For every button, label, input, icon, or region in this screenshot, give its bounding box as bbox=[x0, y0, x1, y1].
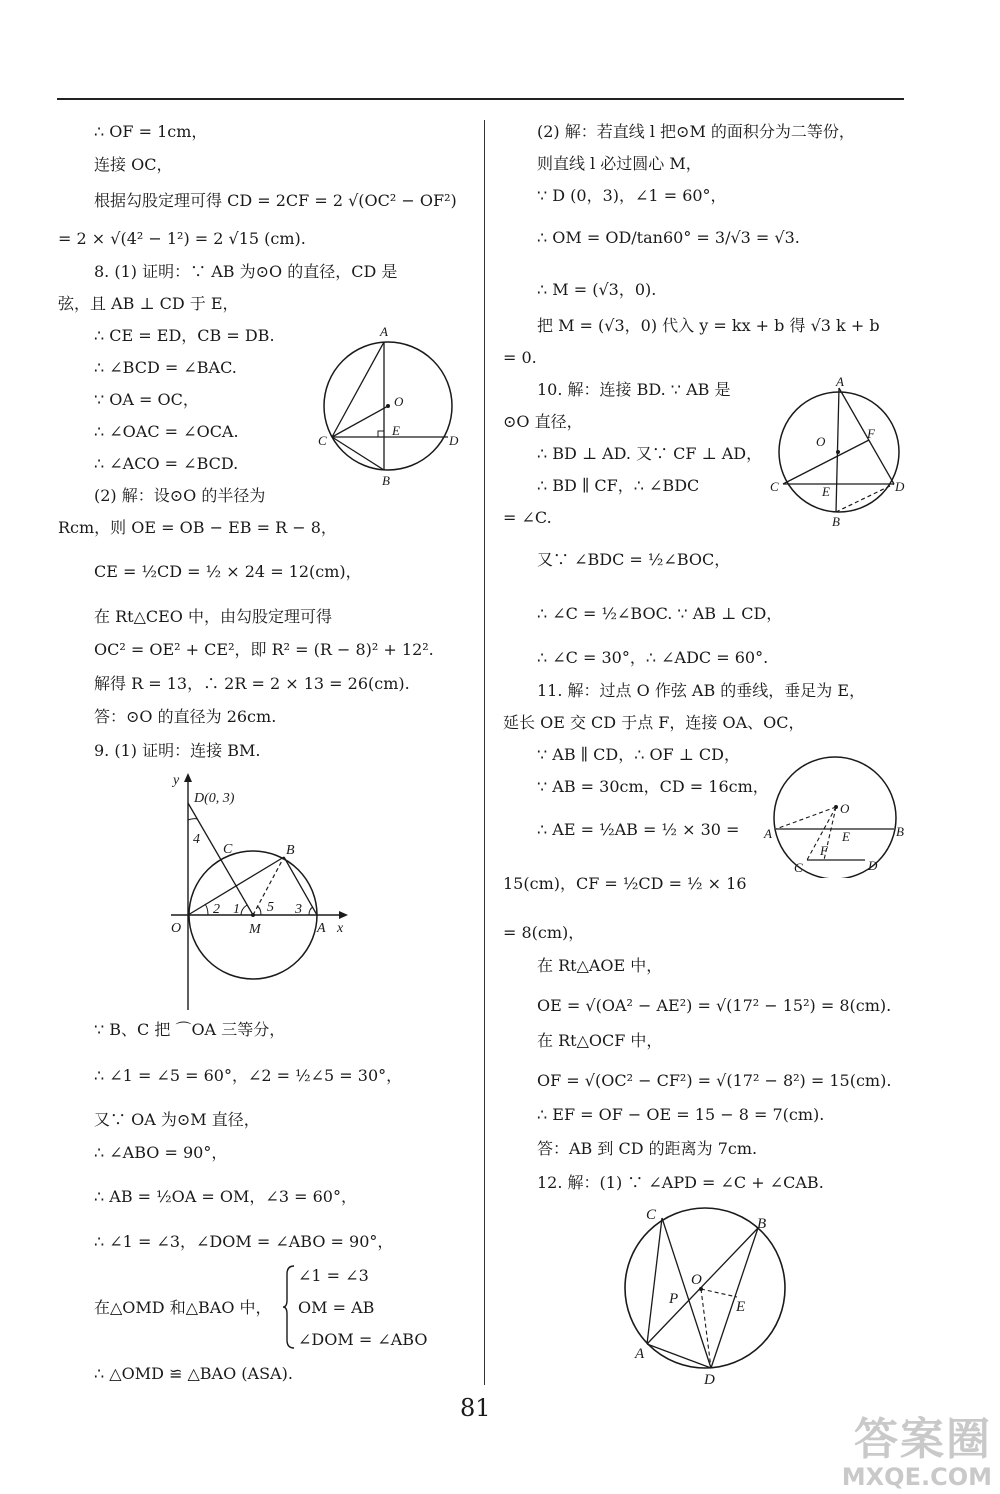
label-o: O bbox=[691, 1272, 702, 1288]
answer-line: = 2 × √(4² − 1²) = 2 √15 (cm). bbox=[58, 229, 306, 248]
answer-line: OC² = OE² + CE²，即 R² = (R − 8)² + 12². bbox=[94, 640, 434, 659]
answer-line: 延长 OE 交 CD 于点 F，连接 OA、OC， bbox=[503, 713, 805, 732]
figure-problem-10 bbox=[766, 374, 916, 530]
watermark bbox=[842, 1416, 992, 1490]
answer-line: 连接 OC， bbox=[94, 155, 173, 174]
label-angle-4: 4 bbox=[193, 832, 200, 847]
answer-line: ∵ AB ∥ CD，∴ OF ⊥ CD， bbox=[537, 745, 740, 764]
answer-line: 根据勾股定理可得 CD = 2CF = 2 √(OC² − OF²) bbox=[94, 191, 457, 210]
answer-line: = 0. bbox=[503, 348, 537, 367]
system-brace bbox=[282, 1264, 296, 1350]
answer-line: ∴ ∠1 = ∠5 = 60°，∠2 = ½∠5 = 30°， bbox=[94, 1066, 403, 1085]
system-line: ∠DOM = ∠ABO bbox=[298, 1330, 428, 1349]
label-angle-3: 3 bbox=[295, 902, 302, 917]
answer-line: ∵ D (0，3)，∠1 = 60°， bbox=[537, 186, 727, 205]
label-o: O bbox=[816, 434, 826, 449]
answer-line: ∴ ∠C = ½∠BOC. ∵ AB ⊥ CD， bbox=[537, 604, 783, 623]
answer-line: 则直线 l 必过圆心 M， bbox=[537, 154, 702, 173]
label-f: F bbox=[867, 426, 875, 441]
answer-line: 又∵ ∠BDC = ½∠BOC， bbox=[537, 550, 731, 569]
answer-line: = ∠C. bbox=[503, 508, 552, 527]
answer-line: ∵ OA = OC， bbox=[94, 390, 199, 409]
figure-problem-9 bbox=[163, 770, 353, 1015]
answer-line: 11. 解：过点 O 作弦 AB 的垂线，垂足为 E， bbox=[537, 681, 866, 700]
answer-line: ∴ OM = OD/tan60° = 3/√3 = √3. bbox=[537, 228, 800, 247]
label-d: D bbox=[449, 433, 459, 448]
label-a: A bbox=[380, 324, 388, 339]
label-x: x bbox=[337, 921, 344, 936]
system-line: ∠1 = ∠3 bbox=[298, 1266, 369, 1285]
label-a: A bbox=[317, 921, 326, 936]
answer-line: ∴ EF = OF − OE = 15 − 8 = 7(cm). bbox=[537, 1105, 825, 1124]
answer-line: ∵ B、C 把 ⌒OA 三等分， bbox=[94, 1020, 286, 1039]
watermark-logo-text: 答案圈 bbox=[854, 1414, 992, 1465]
watermark-url: MXQE.COM bbox=[841, 1463, 992, 1491]
answer-line: ∴ AE = ½AB = ½ × 30 = bbox=[537, 820, 740, 839]
answer-line: ∵ AB = 30cm，CD = 16cm， bbox=[537, 777, 769, 796]
answer-line: 在 Rt△AOE 中， bbox=[537, 956, 663, 975]
label-e: E bbox=[822, 484, 830, 499]
label-c: C bbox=[794, 860, 803, 875]
label-d: D bbox=[704, 1372, 715, 1388]
label-e: E bbox=[392, 423, 400, 438]
label-y: y bbox=[173, 773, 180, 788]
answer-line: 弦，且 AB ⊥ CD 于 E， bbox=[58, 294, 239, 313]
label-b: B bbox=[757, 1216, 767, 1232]
answer-line: 在△OMD 和△BAO 中， bbox=[94, 1298, 272, 1317]
system-line: OM = AB bbox=[298, 1298, 375, 1317]
answer-line: = 8(cm)， bbox=[503, 923, 585, 942]
label-f: F bbox=[820, 843, 828, 858]
label-o: O bbox=[840, 801, 850, 816]
answer-line: OE = √(OA² − AE²) = √(17² − 15²) = 8(cm). bbox=[537, 996, 892, 1015]
page-number: 81 bbox=[460, 1394, 491, 1422]
answer-line: ∴ ∠ABO = 90°， bbox=[94, 1143, 228, 1162]
answer-line: 15(cm)，CF = ½CD = ½ × 16 bbox=[503, 874, 747, 893]
answer-line: (2) 解：若直线 l 把⊙M 的面积分为二等份， bbox=[537, 122, 855, 141]
answer-line: ∴ CE = ED，CB = DB. bbox=[94, 326, 275, 345]
answer-line: ∴ ∠ACO = ∠BCD. bbox=[94, 454, 239, 473]
label-angle-1: 1 bbox=[233, 902, 240, 917]
label-c: C bbox=[318, 433, 327, 448]
label-angle-5: 5 bbox=[267, 900, 274, 915]
answer-line: ∴ OF = 1cm， bbox=[94, 122, 208, 141]
label-a: A bbox=[764, 826, 772, 841]
label-a: A bbox=[836, 374, 844, 389]
label-c: C bbox=[770, 479, 779, 494]
answer-line: ∴ M = (√3，0). bbox=[537, 280, 657, 299]
label-d: D(0, 3) bbox=[194, 791, 235, 806]
answer-line: ∴ ∠C = 30°，∴ ∠ADC = 60°. bbox=[537, 648, 769, 667]
label-b: B bbox=[832, 514, 840, 529]
label-b: B bbox=[382, 473, 390, 488]
answer-line: 在 Rt△OCF 中， bbox=[537, 1031, 663, 1050]
answer-line: ∴ AB = ½OA = OM，∠3 = 60°， bbox=[94, 1187, 357, 1206]
answer-line: 10. 解：连接 BD. ∵ AB 是 bbox=[537, 380, 731, 399]
label-angle-2: 2 bbox=[213, 902, 220, 917]
label-b: B bbox=[286, 843, 295, 858]
answer-line: ∴ ∠OAC = ∠OCA. bbox=[94, 422, 239, 441]
label-o: O bbox=[171, 921, 182, 936]
figure-problem-8 bbox=[312, 322, 470, 488]
header-rule bbox=[57, 98, 904, 100]
label-o: O bbox=[394, 394, 404, 409]
label-m: M bbox=[249, 922, 261, 937]
answer-line: CE = ½CD = ½ × 24 = 12(cm)， bbox=[94, 562, 362, 581]
label-d: D bbox=[868, 858, 878, 873]
label-a: A bbox=[635, 1346, 645, 1362]
answer-line: 8. (1) 证明：∵ AB 为⊙O 的直径，CD 是 bbox=[94, 262, 398, 281]
answer-line: Rcm，则 OE = OB − EB = R − 8， bbox=[58, 518, 337, 537]
label-e: E bbox=[842, 829, 850, 844]
answer-line: ∴ ∠1 = ∠3，∠DOM = ∠ABO = 90°， bbox=[94, 1232, 394, 1251]
answer-line: 把 M = (√3，0) 代入 y = kx + b 得 √3 k + b bbox=[537, 316, 880, 335]
answer-line: ⊙O 直径， bbox=[503, 412, 583, 431]
answer-line: 12. 解：(1) ∵ ∠APD = ∠C + ∠CAB. bbox=[537, 1173, 824, 1192]
label-e: E bbox=[736, 1299, 746, 1315]
label-d: D bbox=[895, 479, 905, 494]
answer-line: OF = √(OC² − CF²) = √(17² − 8²) = 15(cm). bbox=[537, 1071, 892, 1090]
answer-line: 又∵ OA 为⊙M 直径， bbox=[94, 1110, 260, 1129]
answer-line: 解得 R = 13，∴ 2R = 2 × 13 = 26(cm). bbox=[94, 674, 410, 693]
column-divider bbox=[484, 120, 485, 1385]
label-c: C bbox=[223, 842, 233, 857]
label-b: B bbox=[896, 824, 904, 839]
answer-line: ∴ BD ∥ CF，∴ ∠BDC bbox=[537, 476, 700, 495]
label-c: C bbox=[646, 1207, 657, 1223]
answer-line: 答：AB 到 CD 的距离为 7cm. bbox=[537, 1139, 758, 1158]
answer-line: 9. (1) 证明：连接 BM. bbox=[94, 741, 261, 760]
answer-line: (2) 解：设⊙O 的半径为 bbox=[94, 486, 266, 505]
answer-line: ∴ △OMD ≌ △BAO (ASA). bbox=[94, 1364, 293, 1383]
figure-problem-11 bbox=[760, 743, 910, 878]
answer-line: ∴ ∠BCD = ∠BAC. bbox=[94, 358, 237, 377]
answer-line: 在 Rt△CEO 中，由勾股定理可得 bbox=[94, 607, 332, 626]
answer-line: 答：⊙O 的直径为 26cm. bbox=[94, 707, 277, 726]
answer-line: ∴ BD ⊥ AD. 又∵ CF ⊥ AD， bbox=[537, 444, 763, 463]
label-p: P bbox=[669, 1291, 679, 1307]
figure-problem-12 bbox=[620, 1198, 790, 1388]
